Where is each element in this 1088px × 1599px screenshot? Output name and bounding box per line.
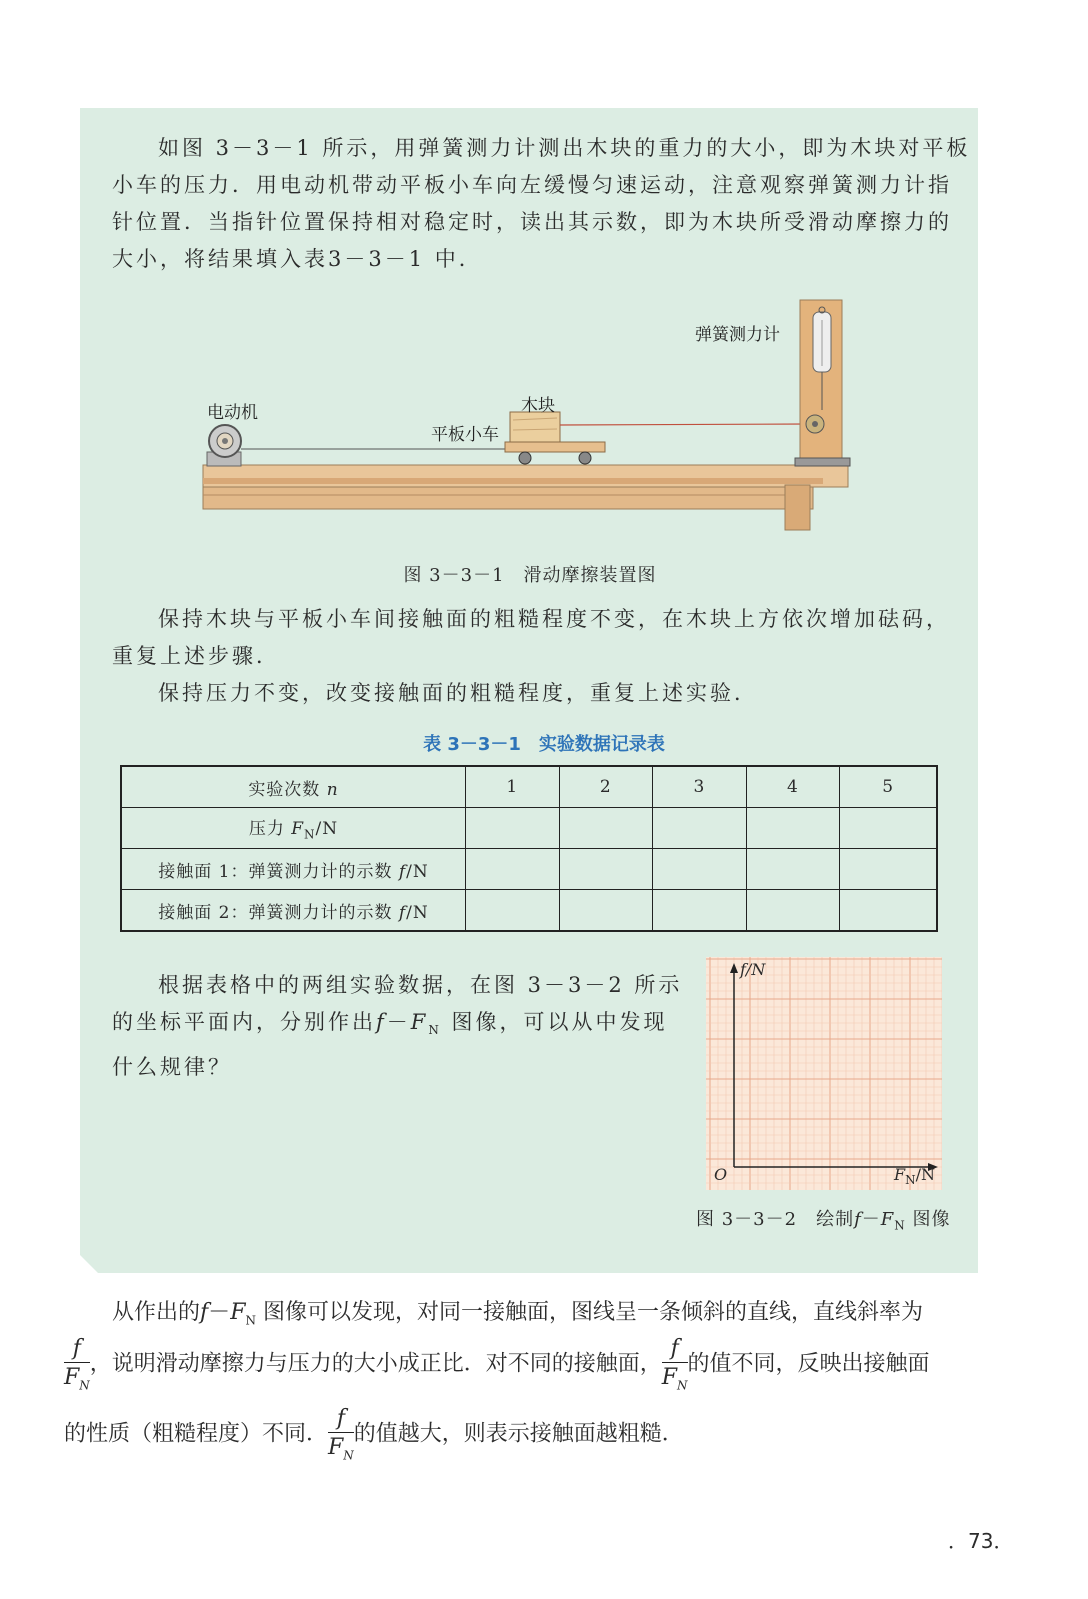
- table-row: [121, 890, 937, 932]
- row-label-text: 接触面 2：弹簧测力计的示数: [158, 902, 399, 923]
- graph-paper: [706, 957, 942, 1190]
- body-text: 的值越大，则表示接触面越粗糙．: [353, 1421, 684, 1447]
- trial-cell: 1: [466, 766, 560, 808]
- table-cell[interactable]: [746, 849, 840, 890]
- row-label-text: 接触面 1：弹簧测力计的示数: [158, 861, 399, 882]
- para4-line: 什么规律？: [112, 1055, 232, 1080]
- para1-line: 针位置．当指针位置保持相对稳定时，读出其示数，即为木块所受滑动摩擦力的: [112, 210, 952, 234]
- row-label: 接触面 2：弹簧测力计的示数 f/N: [121, 890, 466, 932]
- table-cell[interactable]: [653, 890, 747, 932]
- page-number: ．73．: [948, 1529, 1014, 1553]
- para1-line: 大小，将结果填入表3－3－1 中．: [112, 247, 483, 271]
- table-row: [121, 766, 937, 808]
- table-cell[interactable]: [840, 849, 937, 890]
- header-label: 实验次数: [248, 779, 327, 800]
- para1: [112, 130, 970, 278]
- origin-label: O: [714, 1165, 728, 1184]
- body-line-1: 从作出的$f-F_N$ 图像可以发现，对同一接触面，图线呈一条倾斜的直线，直线斜率为: [112, 1300, 923, 1328]
- table-cell[interactable]: [840, 890, 937, 932]
- table-cell[interactable]: [746, 808, 840, 849]
- body-line-3: [64, 1408, 684, 1461]
- para2: [112, 601, 950, 675]
- para4-line: 的坐标平面内，分别作出: [112, 1010, 376, 1034]
- para1-line: 如图 3－3－1 所示，用弹簧测力计测出木块的重力的大小，即为木块对平板: [158, 136, 971, 160]
- row-label: 压力 $F_N/N$: [121, 808, 466, 849]
- trial-cell: 2: [559, 766, 653, 808]
- para4: 根据表格中的两组实验数据，在图 3－3－2 所示 的坐标平面内，分别作出$f-F_N$ 图像，可以从中发现 什么规律？: [112, 973, 683, 1080]
- body-text: 图像可以发现，对同一接触面，图线呈一条倾斜的直线，直线斜率为: [262, 1300, 923, 1325]
- body-text: 的性质（粗糙程度）不同．: [64, 1421, 329, 1447]
- figure2-caption: 图 3－3－2 绘制$f-F_N$ 图像: [696, 1209, 951, 1233]
- table-cell[interactable]: [559, 808, 653, 849]
- data-table: [120, 765, 938, 932]
- table-cell[interactable]: [653, 849, 747, 890]
- body-text: 从作出的: [112, 1300, 201, 1325]
- figure1-caption: 图 3－3－1 滑动摩擦装置图: [403, 565, 657, 586]
- label-spring-scale: 弹簧测力计: [695, 325, 780, 345]
- body-text: ，说明滑动摩擦力与压力的大小成正比．对不同的接触面，: [89, 1351, 662, 1377]
- table-cell[interactable]: [746, 890, 840, 932]
- label-motor: 电动机: [207, 403, 258, 423]
- label-block: 木块: [521, 396, 555, 416]
- row-label-text: 压力: [248, 819, 292, 840]
- table-caption: 表 3－3－1 实验数据记录表: [423, 734, 665, 755]
- trial-cell: 3: [653, 766, 747, 808]
- table-row: [121, 849, 937, 890]
- table-cell[interactable]: [559, 849, 653, 890]
- para4-line: 根据表格中的两组实验数据，在图 3－3－2 所示: [158, 973, 683, 997]
- label-cart: 平板小车: [431, 425, 499, 445]
- para4-line: 图像，可以从中发现: [451, 1010, 668, 1034]
- trial-cell: 4: [746, 766, 840, 808]
- figure2-caption-prefix: 图 3－3－2 绘制: [696, 1209, 855, 1230]
- table-row: [121, 808, 937, 849]
- para3: 保持压力不变，改变接触面的粗糙程度，重复上述实验．: [158, 681, 758, 705]
- fraction-f-over-fn: $\frac{f}{F_N}$: [64, 1336, 90, 1393]
- figure2-caption-suffix: 图像: [912, 1209, 951, 1230]
- row-label: 接触面 1：弹簧测力计的示数 f/N: [121, 849, 466, 890]
- fraction-f-over-fn: $\frac{f}{F_N}$: [661, 1336, 688, 1393]
- table-cell[interactable]: [466, 808, 560, 849]
- table-cell[interactable]: [840, 808, 937, 849]
- table-cell[interactable]: [466, 849, 560, 890]
- x-axis-label: $F_N/N$: [894, 1165, 935, 1188]
- table-cell[interactable]: [559, 890, 653, 932]
- header-var: n: [326, 779, 339, 800]
- header-cell: [121, 766, 466, 808]
- table-cell[interactable]: [466, 890, 560, 932]
- para2-line: 保持木块与平板小车间接触面的粗糙程度不变，在木块上方依次增加砝码，: [158, 607, 950, 631]
- y-axis-label: f/N: [740, 960, 766, 979]
- table-cell[interactable]: [653, 808, 747, 849]
- para1-line: 小车的压力．用电动机带动平板小车向左缓慢匀速运动，注意观察弹簧测力计指: [112, 173, 952, 197]
- body-text: 的值不同，反映出接触面: [687, 1351, 930, 1377]
- fraction-f-over-fn: $\frac{f}{F_N}$: [328, 1406, 354, 1463]
- body-line-2: [64, 1338, 930, 1391]
- trial-cell: 5: [840, 766, 937, 808]
- para2-line: 重复上述步骤．: [112, 644, 280, 668]
